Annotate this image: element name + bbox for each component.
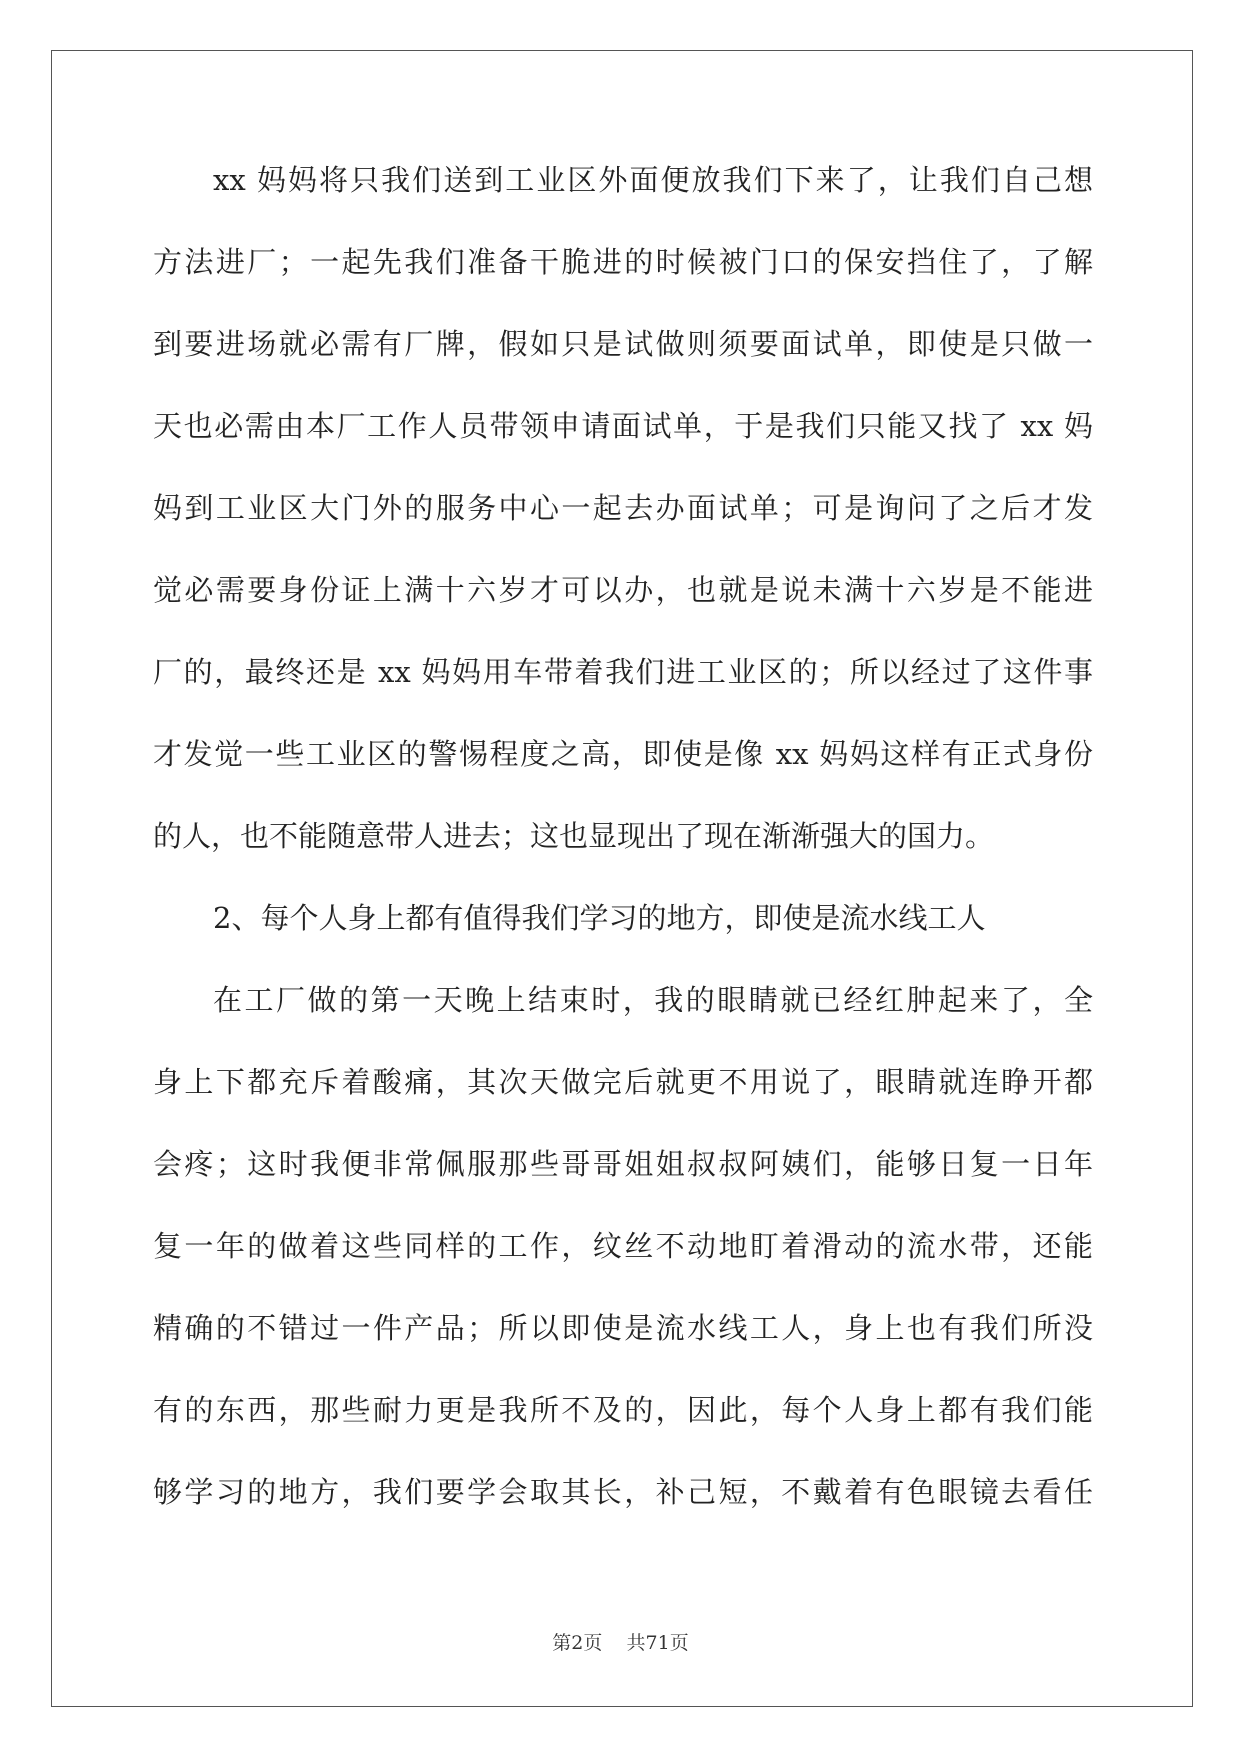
total-pages-suffix: 页	[669, 1632, 689, 1654]
text-line: 厂的，最终还是 xx 妈妈用车带着我们进工业区的；所以经过了这件事	[153, 655, 1093, 689]
page-footer	[0, 1628, 1241, 1655]
text-line: 妈到工业区大门外的服务中心一起去办面试单；可是询问了之后才发	[153, 491, 1093, 525]
text-line: 复一年的做着这些同样的工作，纹丝不动地盯着滑动的流水带，还能	[153, 1229, 1093, 1263]
total-pages-prefix: 共	[626, 1632, 646, 1654]
text-line: 方法进厂；一起先我们准备干脆进的时候被门口的保安挡住了，了解	[153, 245, 1093, 279]
page-number-suffix: 页	[583, 1632, 603, 1654]
text-line: 会疼；这时我便非常佩服那些哥哥姐姐叔叔阿姨们，能够日复一日年	[153, 1147, 1093, 1181]
total-pages: 71	[645, 1632, 670, 1654]
text-line: 有的东西，那些耐力更是我所不及的，因此，每个人身上都有我们能	[153, 1393, 1093, 1427]
text-line: xx 妈妈将只我们送到工业区外面便放我们下来了，让我们自己想	[213, 163, 1093, 197]
section-heading: 2、每个人身上都有值得我们学习的地方，即使是流水线工人	[213, 901, 986, 935]
page-number-prefix: 第	[552, 1632, 572, 1654]
page-number: 2	[571, 1632, 584, 1654]
text-line: 觉必需要身份证上满十六岁才可以办，也就是说未满十六岁是不能进	[153, 573, 1093, 607]
text-line: 在工厂做的第一天晚上结束时，我的眼睛就已经红肿起来了，全	[213, 983, 1093, 1017]
text-line: 精确的不错过一件产品；所以即使是流水线工人，身上也有我们所没	[153, 1311, 1093, 1345]
document-body	[153, 163, 1093, 1557]
text-line: 才发觉一些工业区的警惕程度之高，即使是像 xx 妈妈这样有正式身份	[153, 737, 1093, 771]
text-line: 天也必需由本厂工作人员带领申请面试单，于是我们只能又找了 xx 妈	[153, 409, 1093, 443]
text-line: 够学习的地方，我们要学会取其长，补己短，不戴着有色眼镜去看任	[153, 1475, 1093, 1509]
text-line: 到要进场就必需有厂牌，假如只是试做则须要面试单，即使是只做一	[153, 327, 1093, 361]
text-line: 的人，也不能随意带人进去；这也显现出了现在渐渐强大的国力。	[153, 819, 995, 853]
text-line: 身上下都充斥着酸痛，其次天做完后就更不用说了，眼睛就连睁开都	[153, 1065, 1093, 1099]
